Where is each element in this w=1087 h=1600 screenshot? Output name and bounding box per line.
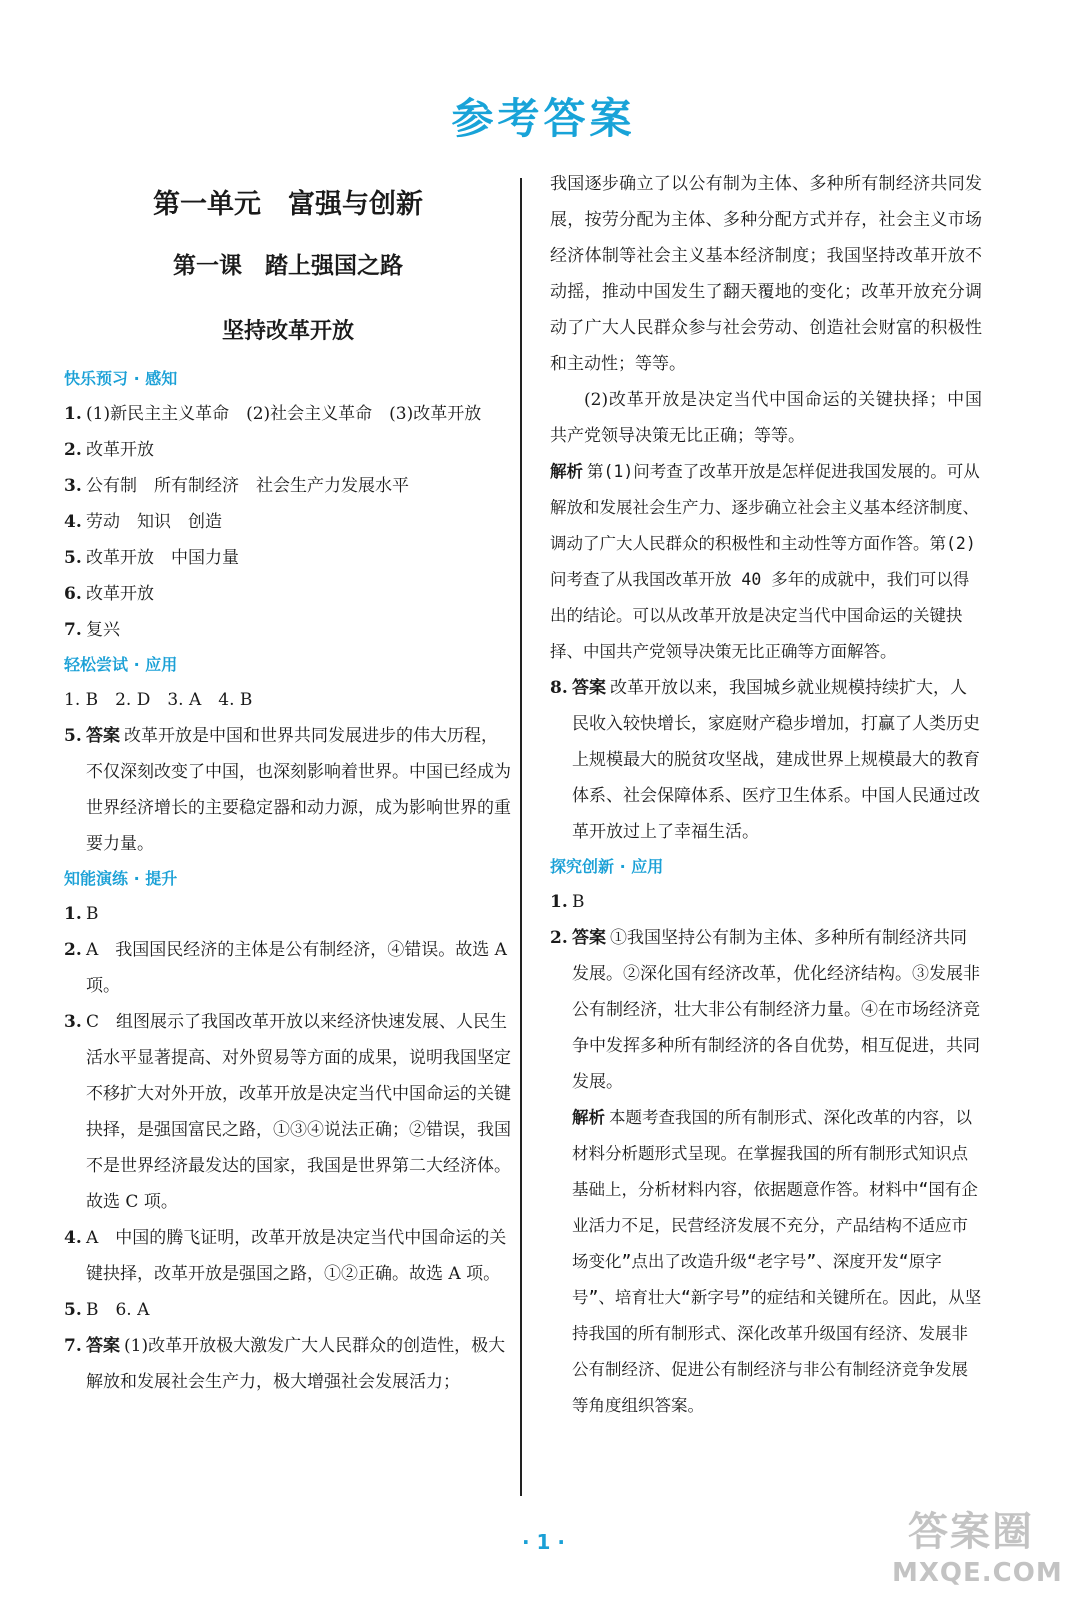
analysis-label: 解析 — [550, 462, 583, 481]
answer-item — [64, 576, 512, 612]
item-text: 改革开放是中国和世界共同发展进步的伟大历程，不仅深刻改变了中国，也深刻影响着世界。中国已经成为世界经济增长的主要稳定器和动力源，成为影响世界的重要力量。 — [86, 726, 511, 854]
item-number: 4. — [64, 512, 82, 532]
answer-item — [64, 432, 512, 468]
right-column — [550, 166, 982, 1424]
answer-item — [64, 540, 512, 576]
answer-label: 答案 — [86, 1336, 120, 1356]
answer-item — [64, 468, 512, 504]
answer-item — [64, 1220, 512, 1292]
item-number: 8. — [550, 678, 568, 698]
page-number: · 1 · — [521, 1530, 566, 1554]
site-watermark — [890, 1500, 1080, 1596]
item-text: 劳动 知识 创造 — [86, 512, 222, 532]
section-heading-practice: 知能演练 · 提升 — [64, 869, 178, 888]
answer-item — [64, 932, 512, 1004]
column-divider — [520, 178, 522, 1496]
item-text: B — [572, 892, 585, 912]
item-number: 4. — [64, 1228, 82, 1248]
answer-item — [550, 920, 982, 1100]
subsection-title: 坚持改革开放 — [221, 319, 354, 344]
item-number: 7. — [64, 620, 82, 640]
item-text: ①我国坚持公有制为主体、多种所有制经济共同发展。②深化国有经济改革，优化经济结构。③发展非公有制经济，壮大非公有制经济力量。④在市场经济竞争中发挥多种所有制经济的各自优势，相互促进，共同发展。 — [572, 928, 980, 1092]
answer-item — [64, 504, 512, 540]
answer-label: 答案 — [86, 726, 120, 746]
item-text: A 中国的腾飞证明，改革开放是决定当代中国命运的关键抉择，改革开放是强国之路，①②正确。故选 A 项。 — [86, 1228, 507, 1284]
lesson-title: 第一课 踏上强国之路 — [173, 253, 403, 279]
analysis-block — [550, 454, 982, 670]
item-text: 改革开放 — [86, 584, 154, 604]
choice-answers: 1. B 2. D 3. A 4. B — [64, 690, 253, 710]
section-heading-preview: 快乐预习 · 感知 — [64, 369, 178, 388]
section-heading-try: 轻松尝试 · 应用 — [64, 655, 178, 674]
left-column — [64, 176, 512, 1400]
continued-answer: 我国逐步确立了以公有制为主体、多种所有制经济共同发展，按劳分配为主体、多种分配方式并存，社会主义市场经济体制等社会主义基本经济制度；我国坚持改革开放不动摇，推动中国发生了翻天覆地的变化；改革开放充分调动了广大人民群众参与社会劳动、创造社会财富的积极性和主动性；等等。 — [550, 174, 982, 374]
item-number: 5. — [64, 726, 82, 746]
answer-item — [64, 612, 512, 648]
item-number: 5. — [64, 548, 82, 568]
item-number: 2. — [64, 440, 82, 460]
item-number: 3. — [64, 1012, 82, 1032]
item-text: 复兴 — [86, 620, 120, 640]
unit-title: 第一单元 富强与创新 — [153, 189, 423, 220]
answer-item — [64, 1292, 512, 1328]
answer-item — [550, 884, 982, 920]
analysis-text: 第(1)问考查了改革开放是怎样促进我国发展的。可从解放和发展社会生产力、逐步确立社会主义基本经济制度、调动了广大人民群众的积极性和主动性等方面作答。第(2)问考查了从我国改革开放 40 多年的成就中，我们可以得出的结论。可以从改革开放是决定当代中国命运的关键抉择、中国共产党领导决策无比正确等方面解答。 — [550, 462, 980, 661]
answer-item — [550, 670, 982, 850]
answer-label: 答案 — [572, 678, 606, 698]
page-title: 参考答案 — [451, 94, 636, 143]
answer-label: 答案 — [572, 928, 606, 948]
analysis-block — [550, 1100, 982, 1424]
watermark-logo-text: 答案圈 — [908, 1509, 1034, 1555]
item-text: 改革开放 — [86, 440, 154, 460]
item-number: 2. — [64, 940, 82, 960]
answer-item — [64, 718, 512, 862]
item-number: 5. — [64, 1300, 82, 1320]
item-number: 1. — [64, 404, 82, 424]
answer-part-2: (2)改革开放是决定当代中国命运的关键抉择；中国共产党领导决策无比正确；等等。 — [550, 390, 982, 446]
item-text: 改革开放以来，我国城乡就业规模持续扩大，人民收入较快增长，家庭财产稳步增加，打赢了人类历史上规模最大的脱贫攻坚战，建成世界上规模最大的教育体系、社会保障体系、医疗卫生体系。中国人民通过改革开放过上了幸福生活。 — [572, 678, 980, 842]
answer-item — [64, 1004, 512, 1220]
item-number: 2. — [550, 928, 568, 948]
analysis-text: 本题考查我国的所有制形式、深化改革的内容，以材料分析题形式呈现。在掌握我国的所有制形式知识点基础上，分析材料内容，依据题意作答。材料中“国有企业活力不足，民营经济发展不充分，产品结构不适应市场变化”点出了改造升级“老字号”、深度开发“原字号”、培育壮大“新字号”的症结和关键所在。因此，从坚持我国的所有制形式、深化改革升级国有经济、发展非公有制经济、促进公有制经济与非公有制经济竞争发展等角度组织答案。 — [572, 1108, 982, 1415]
section-heading-explore: 探究创新 · 应用 — [550, 857, 664, 876]
item-text: 改革开放 中国力量 — [86, 548, 239, 568]
item-text: B — [86, 904, 99, 924]
answer-item — [64, 896, 512, 932]
item-number: 1. — [64, 904, 82, 924]
answer-item — [64, 1328, 512, 1400]
item-text: C 组图展示了我国改革开放以来经济快速发展、人民生活水平显著提高、对外贸易等方面的成果，说明我国坚定不移扩大对外开放，改革开放是决定当代中国命运的关键抉择，是强国富民之路，①③④说法正确；②错误，我国不是世界经济最发达的国家，我国是世界第二大经济体。故选 C 项。 — [86, 1012, 511, 1212]
item-number: 3. — [64, 476, 82, 496]
item-number: 1. — [550, 892, 568, 912]
item-text: (1)改革开放极大激发广大人民群众的创造性，极大解放和发展社会生产力，极大增强社会发展活力； — [86, 1336, 506, 1392]
watermark-url-text: MXQE.COM — [892, 1558, 1063, 1588]
item-text: (1)新民主主义革命 (2)社会主义革命 (3)改革开放 — [86, 404, 482, 424]
item-number: 7. — [64, 1336, 82, 1356]
item-text: 公有制 所有制经济 社会生产力发展水平 — [86, 476, 409, 496]
answer-item — [64, 396, 512, 432]
item-number: 6. — [64, 584, 82, 604]
item-text: B 6. A — [86, 1300, 150, 1320]
analysis-label: 解析 — [572, 1108, 605, 1127]
item-text: A 我国国民经济的主体是公有制经济，④错误。故选 A 项。 — [86, 940, 507, 996]
